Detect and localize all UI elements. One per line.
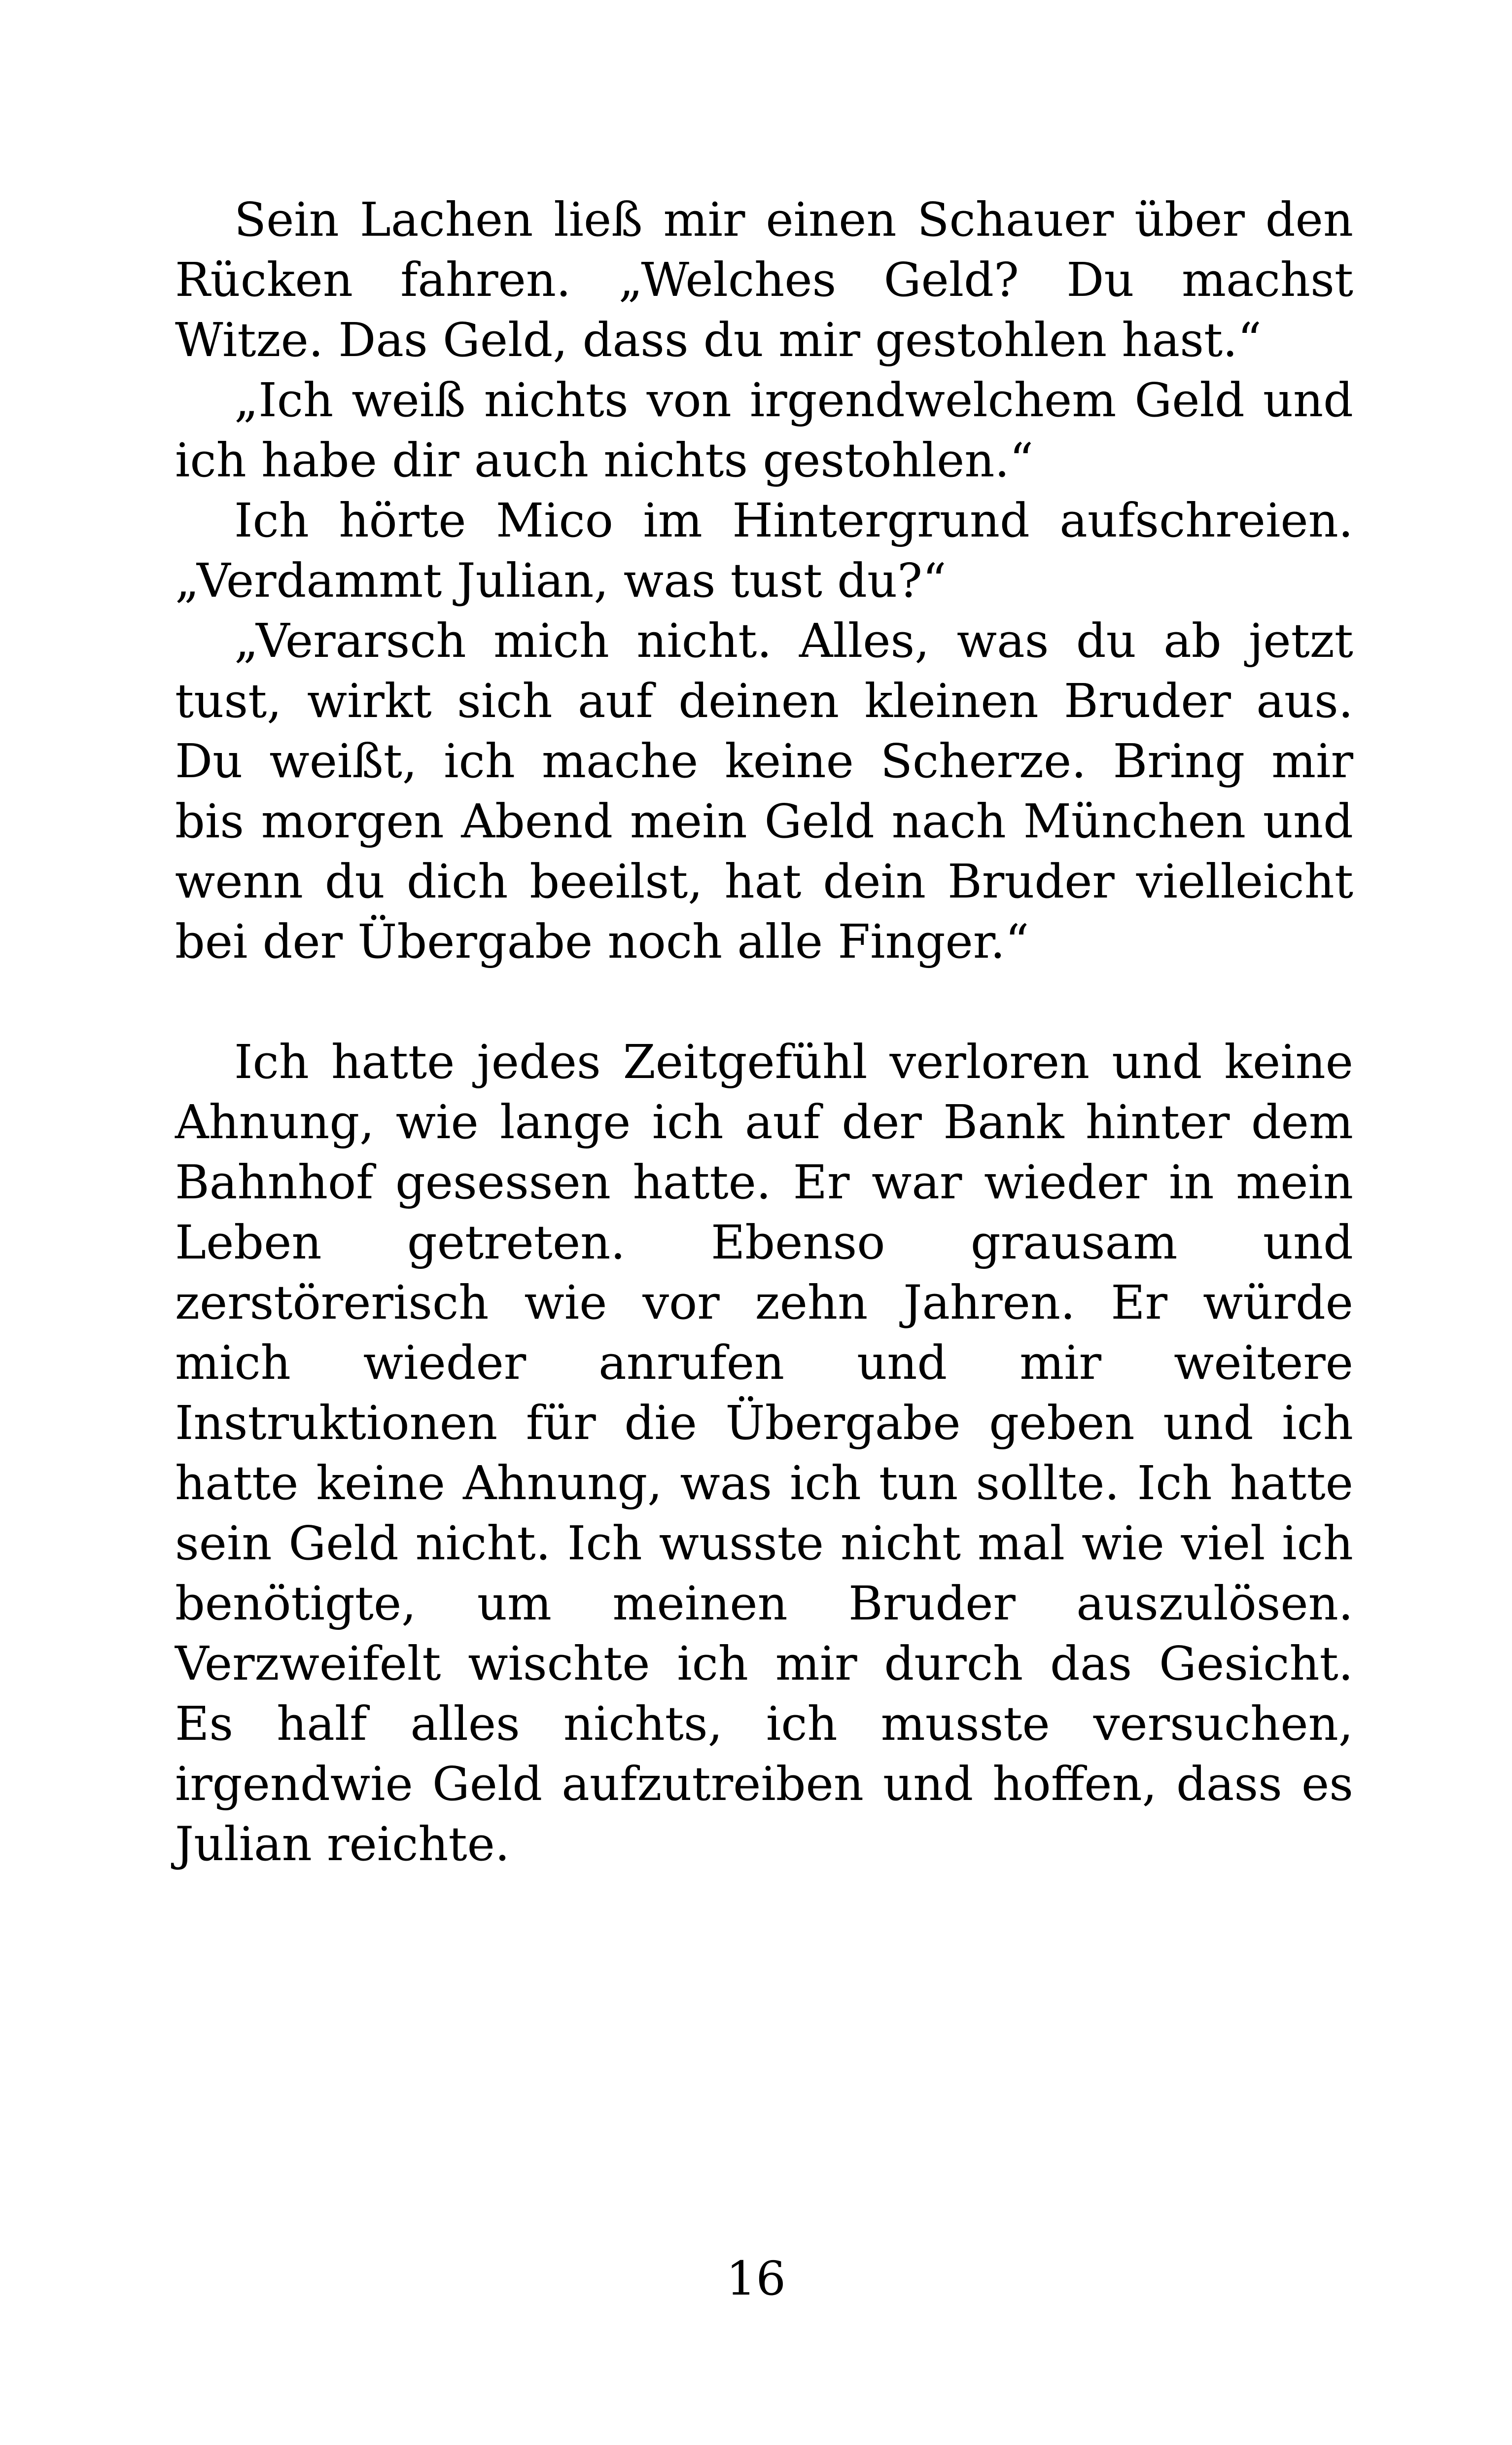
- paragraph: „Verarsch mich nicht. Alles, was du ab jetzt tust, wirkt sich auf deinen kleinen Bruder aus. Du weißt, ich mache keine Scherze. Bring mir bis morgen Abend mein Geld nach München und wenn du dich beeilst, hat dein Bruder vielleicht bei der Übergabe noch alle Finger.“: [175, 614, 1353, 969]
- paragraph: „Ich weiß nichts von irgendwelchem Geld und ich habe dir auch nichts gestohlen.“: [175, 373, 1353, 488]
- body-text: [175, 190, 1353, 1874]
- page-number: 16: [726, 2252, 786, 2306]
- paragraph: Ich hörte Mico im Hintergrund aufschreien. „Verdammt Julian, was tust du?“: [175, 494, 1353, 608]
- paragraph: Ich hatte jedes Zeitgefühl verloren und keine Ahnung, wie lange ich auf der Bank hinter dem Bahnhof gesessen hatte. Er war wieder in mein Leben getreten. Ebenso grausam und zerstörerisch wie vor zehn Jahren. Er würde mich wieder anrufen und mir weitere Instruktionen für die Übergabe geben und ich hatte keine Ahnung, was ich tun sollte. Ich hatte sein Geld nicht. Ich wusste nicht mal wie viel ich benötigte, um meinen Bruder auszulösen. Verzweifelt wischte ich mir durch das Gesicht. Es half alles nichts, ich musste versuchen, irgendwie Geld aufzutreiben und hoffen, dass es Julian reichte.: [175, 1035, 1353, 1871]
- paragraph: Sein Lachen ließ mir einen Schauer über den Rücken fahren. „Welches Geld? Du machst Witze. Das Geld, dass du mir gestohlen hast.“: [175, 193, 1353, 367]
